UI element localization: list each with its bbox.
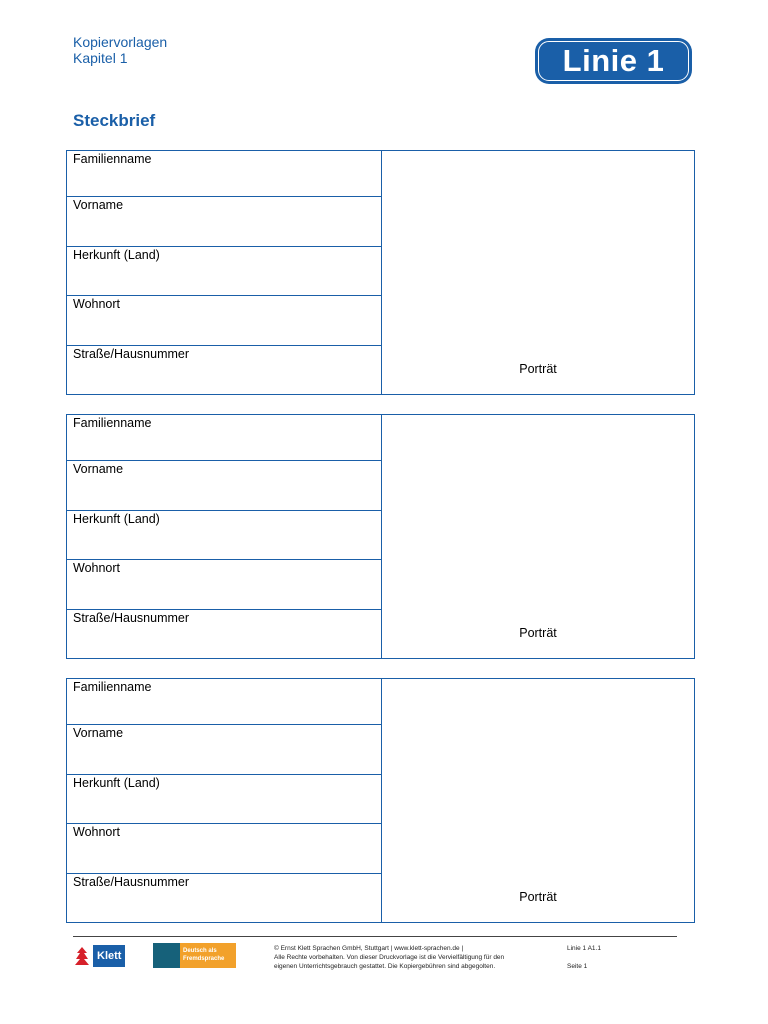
header-line-1: Kopiervorlagen [73,34,168,50]
field-strasse[interactable]: Straße/Hausnummer [73,874,190,889]
klett-logo [73,943,128,968]
copyright-line-2: Alle Rechte vorbehalten. Von dieser Druckvorlage ist die Vervielfältigung für den [274,954,505,961]
copyright-line-1: © Ernst Klett Sprachen GmbH, Stuttgart | www.klett-sprachen.de | [274,945,464,952]
klett-tree-icon [73,945,91,967]
field-herkunft[interactable]: Herkunft (Land) [67,775,381,824]
header-text [73,34,167,66]
field-familienname[interactable]: Familienname [67,679,381,725]
footer-divider [73,936,677,937]
profile-card-2 [66,414,695,659]
fields-column [67,679,382,922]
field-strasse[interactable]: Straße/Hausnummer [73,346,190,361]
portrait-area[interactable] [382,151,694,394]
field-herkunft[interactable]: Herkunft (Land) [67,511,381,560]
logo-text: Linie 1 [562,43,665,78]
profile-card-3 [66,678,695,923]
field-familienname[interactable]: Familienname [67,151,381,197]
fields-column [67,151,382,394]
book-reference: Linie 1 A1.1 [567,945,601,952]
daf-line-1: Deutsch als [183,948,217,954]
daf-logo [153,943,236,968]
portrait-area[interactable] [382,415,694,658]
page-number: Seite 1 [567,963,588,970]
linie1-logo [535,38,692,84]
field-wohnort[interactable]: Wohnort [67,560,381,609]
header-line-2: Kapitel 1 [73,50,128,66]
daf-logo-text [180,943,236,968]
portrait-label: Porträt [519,626,557,640]
footer-reference [567,944,601,971]
field-familienname[interactable]: Familienname [67,415,381,461]
portrait-area[interactable] [382,679,694,922]
field-wohnort[interactable]: Wohnort [67,296,381,345]
fields-column [67,415,382,658]
klett-word: Klett [93,945,125,967]
field-vorname[interactable]: Vorname [67,197,381,246]
field-wohnort[interactable]: Wohnort [67,824,381,873]
profile-card-1 [66,150,695,395]
daf-logo-block [153,943,180,968]
field-vorname[interactable]: Vorname [67,461,381,510]
field-vorname[interactable]: Vorname [67,725,381,774]
field-strasse[interactable]: Straße/Hausnummer [73,610,190,625]
daf-line-2: Fremdsprache [183,956,225,962]
field-herkunft[interactable]: Herkunft (Land) [67,247,381,296]
portrait-label: Porträt [519,362,557,376]
footer-copyright [274,944,544,971]
page-title: Steckbrief [73,111,156,130]
portrait-label: Porträt [519,890,557,904]
copyright-line-3: eigenen Unterrichtsgebrauch gestattet. Die Kopiergebühren sind abgegolten. [274,963,496,970]
